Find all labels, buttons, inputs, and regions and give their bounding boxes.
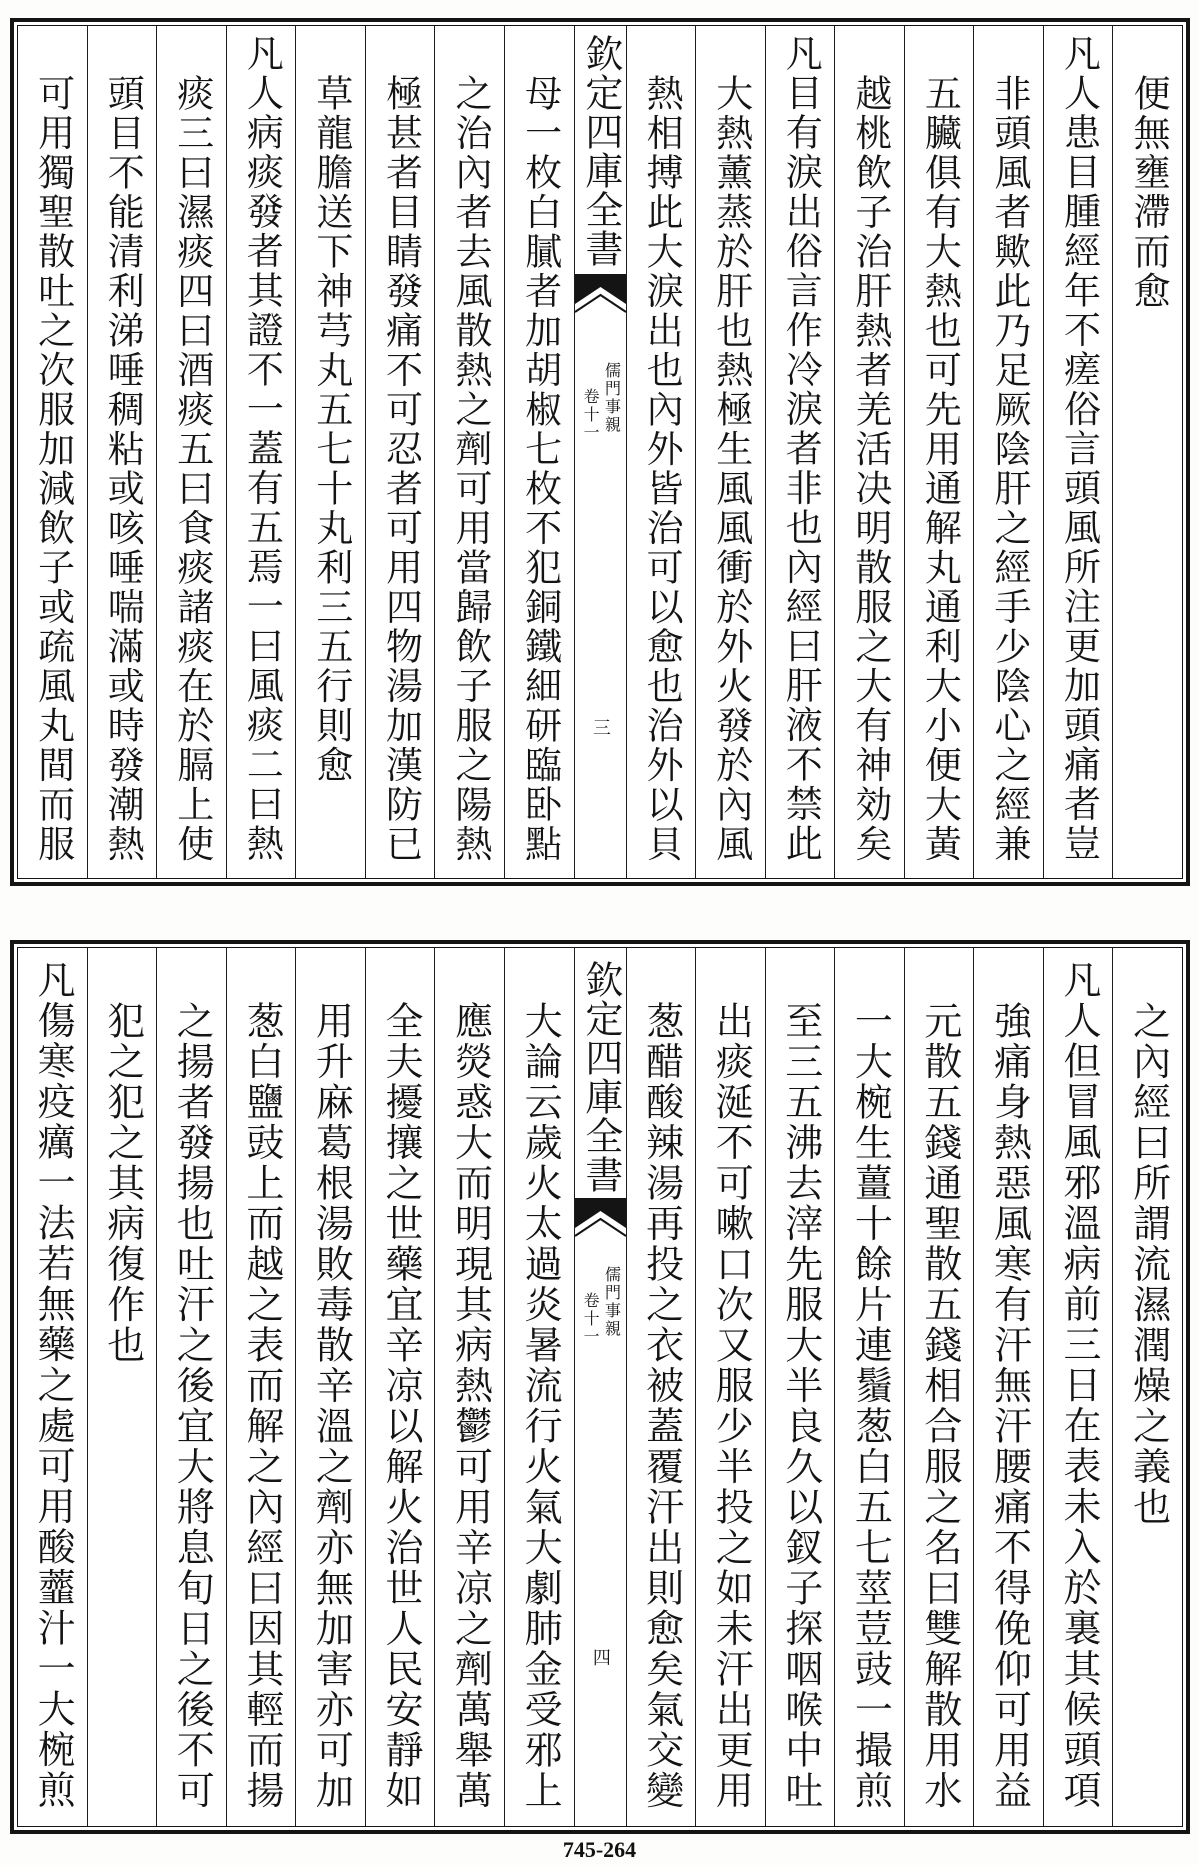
column-text: 凡傷寒疫癘一法若無藥之處可用酸虀汁一大椀煎	[31, 960, 76, 1811]
column-text: 便無壅滯而愈	[1127, 73, 1171, 311]
text-column	[626, 26, 696, 878]
page-panel-upper	[10, 18, 1190, 886]
book-title: 儒門事親	[602, 362, 622, 434]
page-code-footer: 745-264	[562, 1837, 637, 1862]
text-column	[87, 26, 157, 878]
text-column	[695, 26, 765, 878]
text-column	[434, 948, 504, 1826]
column-text: 痰三曰濕痰四曰酒痰五曰食痰諸痰在於膈上使	[170, 73, 214, 864]
text-column	[973, 26, 1043, 878]
text-column	[365, 26, 435, 878]
column-text: 至三五沸去滓先服大半良久以釵子探咽喉中吐	[778, 1000, 823, 1811]
column-text: 熱相搏此大淚出也內外皆治可以愈也治外以貝	[640, 73, 684, 864]
column-text: 一大椀生薑十餘片連鬚葱白五七莖荳豉一撮煎	[848, 1000, 893, 1811]
column-text: 大論云歲火太過炎暑流行火氣大劇肺金受邪上	[518, 1000, 563, 1811]
leaf-number: 三	[589, 718, 611, 736]
text-column	[1043, 948, 1113, 1826]
text-column	[434, 26, 504, 878]
series-title: 欽定四庫全書	[578, 960, 623, 1194]
column-text: 凡目有淚出俗言作冷淚者非也內經曰肝液不禁此	[779, 34, 823, 864]
series-title: 欽定四庫全書	[578, 34, 623, 268]
column-text: 葱醋酸辣湯再投之衣被蓋覆汗出則愈矣氣交變	[639, 1000, 684, 1811]
fishtail-mark-icon	[575, 1198, 626, 1240]
column-text: 之內經曰所謂流濕潤燥之義也	[1126, 1000, 1171, 1527]
column-text: 大熱薰蒸於肝也熱極生風風衝於外火發於內風	[709, 73, 753, 864]
column-text: 草龍膽送下神芎丸五七十丸利三五行則愈	[309, 73, 353, 785]
column-text: 犯之犯之其病復作也	[100, 1000, 145, 1365]
panel-frame	[17, 947, 1183, 1827]
text-column	[904, 26, 974, 878]
column-text: 非頭風者歟此乃足厥陰肝之經手少陰心之經兼	[987, 73, 1031, 864]
column-text: 可用獨聖散吐之次服加減飲子或疏風丸間而服	[31, 73, 75, 864]
leaf-number: 四	[589, 1648, 611, 1666]
text-column	[87, 948, 157, 1826]
column-text: 極甚者目睛發痛不可忍者可用四物湯加漢防已	[379, 73, 423, 864]
column-text: 母一枚白膩者加胡椒七枚不犯銅鐵細研臨卧點	[518, 73, 562, 864]
text-column	[834, 26, 904, 878]
center-fold-column	[574, 948, 626, 1826]
text-column	[365, 948, 435, 1826]
text-column	[156, 26, 226, 878]
column-text: 五臟俱有大熱也可先用通解丸通利大小便大黃	[918, 73, 962, 864]
text-column	[226, 948, 296, 1826]
text-column	[18, 26, 87, 878]
text-column	[226, 26, 296, 878]
column-text: 凡人患目腫經年不瘥俗言頭風所注更加頭痛者豈	[1057, 34, 1101, 864]
text-column	[504, 948, 574, 1826]
column-text: 越桃飲子治肝熱者羌活决明散服之大有神効矣	[848, 73, 892, 864]
text-column	[1112, 26, 1182, 878]
panel-frame	[17, 25, 1183, 879]
column-text: 用升麻葛根湯敗毒散辛溫之劑亦無加害亦可加	[309, 1000, 354, 1811]
text-column	[626, 948, 696, 1826]
column-text: 之治內者去風散熱之劑可用當歸飲子服之陽熱	[449, 73, 492, 864]
page-panel-lower	[10, 940, 1190, 1834]
column-text: 強痛身熱惡風寒有汗無汗腰痛不得俛仰可用益	[987, 1000, 1032, 1811]
text-column	[295, 26, 365, 878]
text-column	[156, 948, 226, 1826]
text-column	[765, 26, 835, 878]
center-fold-column	[574, 26, 626, 878]
text-column	[695, 948, 765, 1826]
column-text: 凡人病痰發者其證不一蓋有五焉一曰風痰二曰熱	[240, 34, 284, 864]
column-text: 應熒惑大而明現其病熱鬱可用辛凉之劑萬舉萬	[448, 1000, 493, 1811]
column-text: 出痰涎不可嗽口次又服少半投之如未汗出更用	[709, 1000, 754, 1811]
volume-label: 卷十一	[581, 388, 601, 442]
text-column	[973, 948, 1043, 1826]
text-column	[295, 948, 365, 1826]
text-column	[504, 26, 574, 878]
column-text: 葱白鹽豉上而越之表而解之內經曰因其輕而揚	[239, 1000, 284, 1811]
text-column	[18, 948, 87, 1826]
fishtail-mark-icon	[575, 274, 626, 316]
text-column	[904, 948, 974, 1826]
column-text: 元散五錢通聖散五錢相合服之名曰雙解散用水	[917, 1000, 962, 1811]
volume-label: 卷十一	[581, 1292, 601, 1346]
column-text: 全夫擾攘之世藥宜辛凉以解火治世人民安靜如	[378, 1000, 423, 1811]
book-title: 儒門事親	[602, 1266, 622, 1338]
text-column	[765, 948, 835, 1826]
text-column	[1043, 26, 1113, 878]
column-text: 之揚者發揚也吐汗之後宜大將息旬日之後不可	[170, 1000, 215, 1811]
text-column	[1112, 948, 1182, 1826]
text-column	[834, 948, 904, 1826]
column-text: 凡人但冒風邪溫病前三日在表未入於裏其候頭項	[1057, 960, 1102, 1811]
column-text: 頭目不能清利涕唾稠粘或咳唾喘滿或時發潮熱	[101, 73, 145, 864]
